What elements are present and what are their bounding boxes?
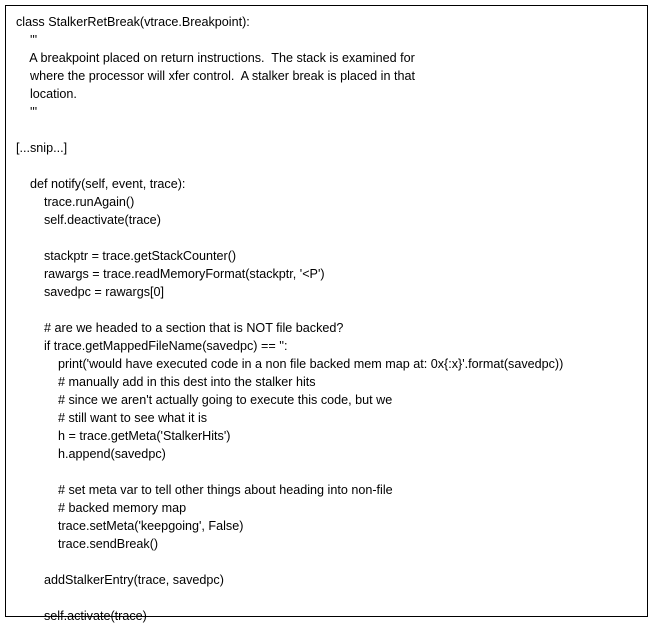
code-line	[16, 301, 639, 319]
code-line: location.	[16, 87, 77, 101]
code-line: print('would have executed code in a non file backed mem map at: 0x{:x}'.format(savedpc))	[16, 357, 564, 371]
code-line: self.activate(trace)	[16, 609, 147, 623]
code-line: # still want to see what it is	[16, 411, 208, 425]
code-line: trace.sendBreak()	[16, 537, 159, 551]
code-line: A breakpoint placed on return instructions. The stack is examined for	[16, 51, 415, 65]
code-snippet-box	[5, 5, 648, 623]
code-line: if trace.getMappedFileName(savedpc) == '':	[16, 339, 288, 353]
code-line: # are we headed to a section that is NOT file backed?	[16, 321, 344, 335]
code-line: class StalkerRetBreak(vtrace.Breakpoint):	[16, 15, 250, 29]
code-line: # manually add in this dest into the stalker hits	[16, 375, 316, 389]
code-line: trace.runAgain()	[16, 195, 135, 209]
code-line	[16, 463, 639, 481]
code-line: # set meta var to tell other things about heading into non-file	[16, 483, 393, 497]
code-line	[16, 121, 639, 139]
code-line: h = trace.getMeta('StalkerHits')	[16, 429, 231, 443]
code-line: # since we aren't actually going to execute this code, but we	[16, 393, 393, 407]
code-line: savedpc = rawargs[0]	[16, 285, 165, 299]
code-line	[16, 589, 639, 607]
code-line: '''	[16, 33, 38, 47]
code-listing	[16, 13, 639, 625]
code-line	[16, 229, 639, 247]
code-line: self.deactivate(trace)	[16, 213, 161, 227]
code-line	[16, 157, 639, 175]
code-line: [...snip...]	[16, 141, 68, 155]
code-line: h.append(savedpc)	[16, 447, 166, 461]
code-line: # backed memory map	[16, 501, 187, 515]
code-line: rawargs = trace.readMemoryFormat(stackptr, '<P')	[16, 267, 325, 281]
code-line: where the processor will xfer control. A stalker break is placed in that	[16, 69, 415, 83]
code-line: stackptr = trace.getStackCounter()	[16, 249, 237, 263]
code-line: trace.setMeta('keepgoing', False)	[16, 519, 244, 533]
code-line: addStalkerEntry(trace, savedpc)	[16, 573, 224, 587]
code-line: def notify(self, event, trace):	[16, 177, 186, 191]
code-line: '''	[16, 105, 38, 119]
code-line	[16, 553, 639, 571]
